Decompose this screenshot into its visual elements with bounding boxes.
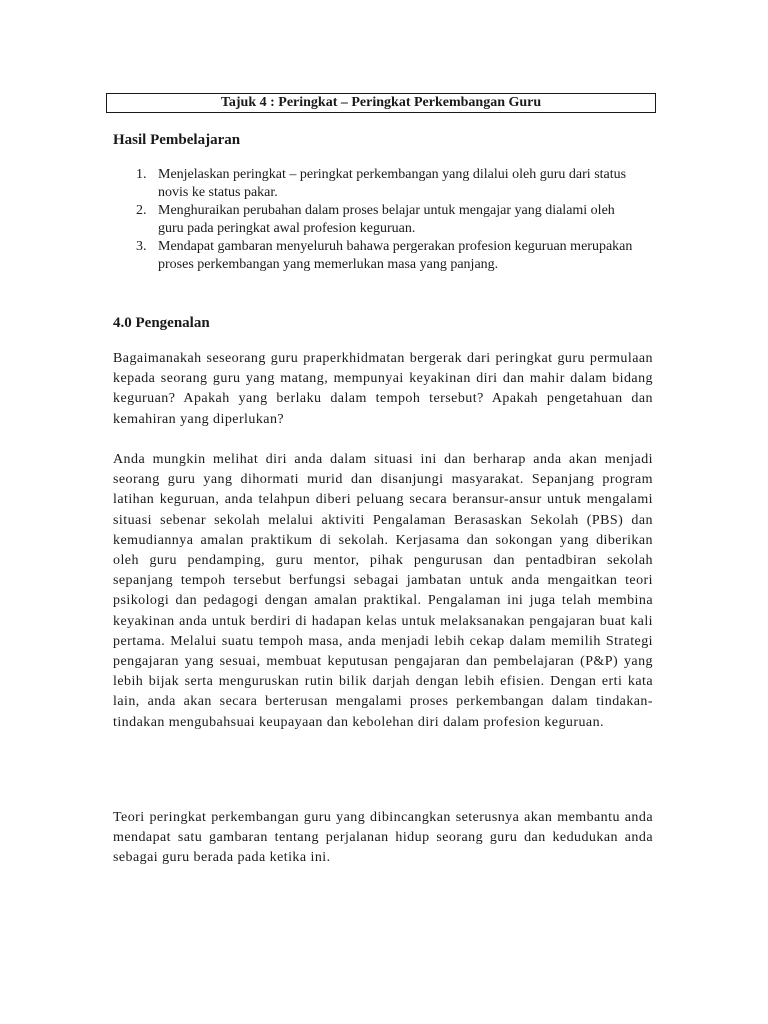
list-item [136,238,654,274]
intro-paragraph: Bagaimanakah seseorang guru praperkhidmatan bergerak dari peringkat guru permulaan kepada seorang guru yang matang, mempunyai keyakinan diri dan mahir dalam bidang keguruan? Apakah yang berlaku dalam tempoh tersebut? Apakah pengetahuan dan kemahiran yang diperlukan? [113,351,653,427]
list-item-number: 3. [136,239,147,254]
list-item [136,202,628,238]
topic-title: Tajuk 4 : Peringkat – Peringkat Perkembangan Guru [106,93,656,113]
introduction-heading: 4.0 Pengenalan [113,315,210,331]
list-item-text: Menjelaskan peringkat – peringkat perkembangan yang dilalui oleh guru dari status novis ke status pakar. [158,167,627,200]
intro-paragraph: Teori peringkat perkembangan guru yang dibincangkan seterusnya akan membantu anda mendapat satu gambaran tentang perjalanan hidup seorang guru dan kedudukan anda sebagai guru berada pada ketika ini. [113,810,653,866]
list-item-number: 1. [136,167,147,182]
learning-outcomes-list [136,166,666,274]
intro-paragraph: Anda mungkin melihat diri anda dalam situasi ini dan berharap anda akan menjadi seorang guru yang dihormati murid dan disanjungi masyarakat. Sepanjang program latihan keguruan, anda telahpun diberi peluang secara beransur-ansur untuk mengalami situasi sebenar sekolah melalui aktiviti Pengalaman Berasaskan Sekolah (PBS) dan kemudiannya amalan praktikum di sekolah. Kerjasama dan sokongan yang diberikan oleh guru pendamping, guru mentor, pihak pengurusan dan pentadbiran sekolah sepanjang tempoh tersebut berfungsi sebagai jambatan untuk anda mengaitkan teori psikologi dan pedagogi dengan amalan praktikal. Pengalaman ini juga telah membina keyakinan anda untuk berdiri di hadapan kelas untuk melaksanakan pengajaran buat kali pertama. Melalui suatu tempoh masa, anda menjadi lebih cekap dalam memilih Strategi pengajaran yang sesuai, membuat keputusan pengajaran dan pembelajaran (P&P) yang lebih bijak serta menguruskan rutin bilik darjah dengan lebih efisien. Dengan erti kata lain, anda akan secara berterusan mengalami proses perkembangan dalam tindakan-tindakan mengubahsuai keupayaan dan kebolehan diri dalam profesion keguruan. [113,452,653,730]
list-item-text: Menghuraikan perubahan dalam proses belajar untuk mengajar yang dialami oleh guru pada peringkat awal profesion keguruan. [158,203,615,236]
list-item-text: Mendapat gambaran menyeluruh bahawa pergerakan profesion keguruan merupakan proses perkembangan yang memerlukan masa yang panjang. [158,239,633,272]
list-item-number: 2. [136,203,147,218]
list-item [136,166,654,202]
learning-outcomes-heading: Hasil Pembelajaran [113,132,241,148]
